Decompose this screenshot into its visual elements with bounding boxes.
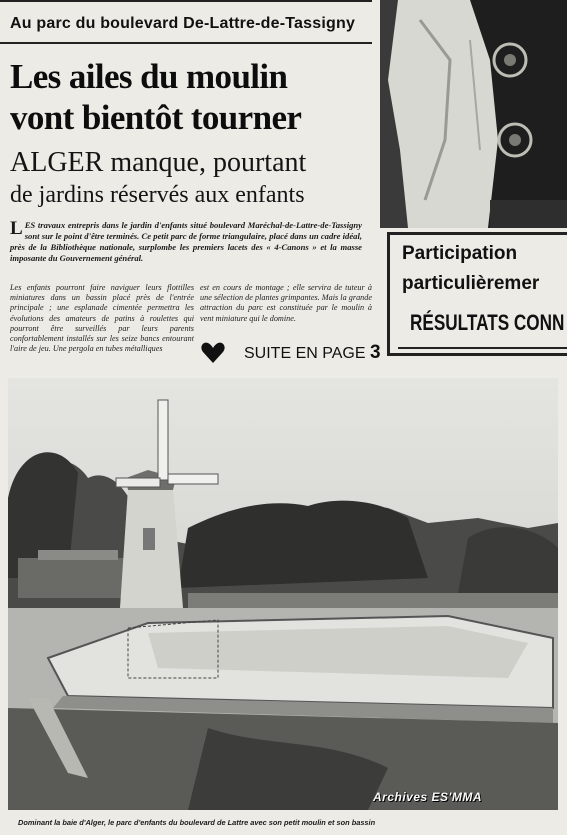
adjacent-rule (398, 347, 567, 349)
adjacent-article-box (387, 232, 567, 356)
adjacent-line-2: particulièremer (402, 273, 540, 294)
continued-notice (244, 342, 381, 364)
body-column-2: est en cours de montage ; elle servira de tuteur à une sélection de plantes grimpantes. Mais la grande attraction du parc est constituée par le moulin à vent miniature qui le domine. (200, 283, 372, 323)
heart-icon (200, 341, 226, 365)
kicker-band (0, 0, 372, 44)
park-photo (8, 378, 558, 810)
body-column-1: Les enfants pourront faire naviguer leurs flottilles miniatures dans un bassin placé près de l'entrée principale ; une esplanade cimentée permettra les évolutions des amateurs de patins à roulettes qui pourront être surveillés par leurs parents confortablement installés sur les seize bancs entourant l'aire de jeu. Une pergola en tubes métalliques (10, 283, 194, 354)
kicker-text: Au parc du boulevard De-Lattre-de-Tassigny (10, 15, 356, 32)
photo-caption: Dominant la baie d'Alger, le parc d'enfants du boulevard de Lattre avec son petit moulin et son bassin (18, 818, 376, 827)
adjacent-photo (380, 0, 567, 228)
drop-cap: L (10, 218, 23, 239)
archive-watermark: Archives ES'MMA (373, 790, 483, 804)
adjacent-line-3: RÉSULTATS CONN (410, 310, 565, 335)
continued-page-number: 3 (369, 342, 381, 363)
adjacent-line-1: Participation (402, 243, 518, 264)
headline-line-1: Les ailes du moulin (10, 57, 288, 96)
lede-paragraph (10, 220, 362, 264)
lede-text: ES travaux entrepris dans le jardin d'enfants situé boulevard Maréchal-de-Lattre-de-Tassigny sont sur le point d'être terminés. Ce petit parc de forme triangulaire, placé dans un cadre idéal, près de la Bibliothèque nationale, surplombe les premiers lacets des « 4-Canons » et la masse imposante du Gouvernement général. (10, 220, 362, 263)
subhead-line-2: de jardins réservés aux enfants (10, 182, 305, 208)
headline-line-2: vont bientôt tourner (10, 98, 302, 137)
subhead-line-1: ALGER manque, pourtant (10, 147, 307, 178)
continued-text: SUITE EN PAGE (244, 345, 366, 362)
